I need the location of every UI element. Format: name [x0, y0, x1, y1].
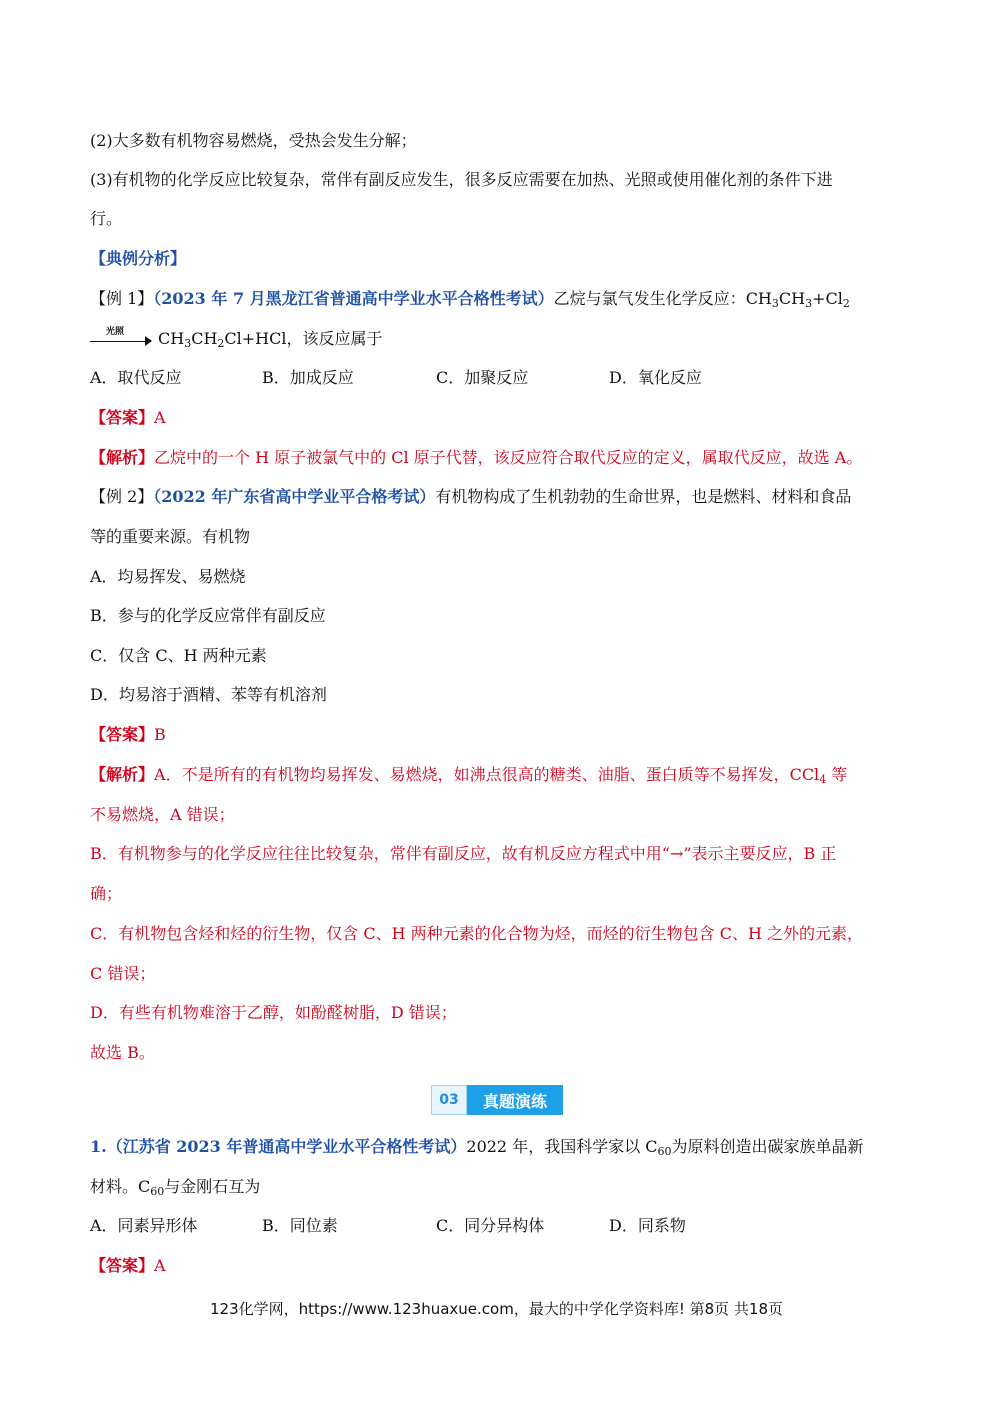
- question1-option-b: B．同位素: [262, 1216, 338, 1235]
- example2-option-c: C．仅含 C、H 两种元素: [90, 646, 267, 665]
- section-badge: [431, 1085, 563, 1115]
- example1-stem-line2: [90, 328, 383, 350]
- example2-conclusion: 故选 B。: [90, 1043, 155, 1062]
- example2-analysis-c-line1: C．有机物包含烃和烃的衍生物，仅含 C、H 两种元素的化合物为烃，而烃的衍生物包含 C、H 之外的元素，: [90, 924, 863, 943]
- question1-label: 1.: [90, 1137, 107, 1156]
- example2-analysis-a-line2: 不易燃烧，A 错误；: [90, 805, 235, 824]
- example1-option-c: C．加聚反应: [436, 368, 529, 387]
- question1-source: （江苏省 2023 年普通高中学业水平合格性考试）: [106, 1137, 467, 1156]
- example1-option-a: A．取代反应: [90, 368, 182, 387]
- example2-analysis-a-line1: 【解析】A．不是所有的有机物均易挥发、易燃烧，如沸点很高的糖类、油脂、蛋白质等不易挥发，CCl$_4$ 等: [90, 765, 848, 786]
- arrow-condition: 光照: [106, 326, 125, 337]
- example2-analysis-b-line2: 确；: [90, 884, 123, 903]
- section-heading-examples: 【典例分析】: [90, 249, 187, 268]
- example2-answer: 【答案】B: [90, 725, 166, 744]
- intro-point-2: (2)大多数有机物容易燃烧，受热会发生分解；: [90, 131, 417, 150]
- example1-answer: 【答案】A: [90, 408, 166, 427]
- example2-stem-line2: 等的重要来源。有机物: [90, 527, 251, 546]
- section-badge-number: 03: [431, 1085, 467, 1115]
- example1-stem: 乙烷与氯气发生化学反应：: [553, 289, 746, 308]
- example1-option-b: B．加成反应: [262, 368, 354, 387]
- question1-answer: 【答案】A: [90, 1256, 166, 1275]
- example1-label: 【例 1】: [90, 289, 154, 308]
- intro-point-3-line2: 行。: [90, 209, 123, 228]
- page-footer: 123化学网，https://www.123huaxue.com，最大的中学化学资料库! 第8页 共18页: [209, 1300, 784, 1318]
- example1-product: $CH_3CH_2Cl+HCl$，该反应属于: [158, 329, 383, 350]
- example1-option-d: D．氧化反应: [609, 368, 702, 387]
- question1-option-d: D．同系物: [609, 1216, 686, 1235]
- section-badge-title: 真题演练: [467, 1085, 563, 1115]
- example1-source: （2023 年 7 月黑龙江省普通高中学业水平合格性考试）: [153, 289, 554, 308]
- example2-option-b: B．参与的化学反应常伴有副反应: [90, 606, 326, 625]
- example2-option-d: D．均易溶于酒精、苯等有机溶剂: [90, 685, 327, 704]
- question1-option-c: C．同分异构体: [436, 1216, 545, 1235]
- question1-option-a: A．同素异形体: [90, 1216, 198, 1235]
- example2-stem-line1: 【例 2】（2022 年广东省高中学业平合格考试）有机物构成了生机勃勃的生命世界，也是燃料、材料和食品: [90, 487, 852, 506]
- reaction-arrow-icon: [90, 326, 152, 347]
- example2-option-a: A．均易挥发、易燃烧: [90, 567, 246, 586]
- example1-analysis: 【解析】乙烷中的一个 H 原子被氯气中的 Cl 原子代替，该反应符合取代反应的定义，属取代反应，故选 A。: [90, 448, 863, 467]
- example2-analysis-b-line1: B．有机物参与的化学反应往往比较复杂，常伴有副反应，故有机反应方程式中用“→”表示主要反应，B 正: [90, 844, 837, 863]
- example2-analysis-c-line2: C 错误；: [90, 964, 156, 983]
- question1-stem-line1: 1.（江苏省 2023 年普通高中学业水平合格性考试）2022 年，我国科学家以 $C_{60}$为原料创造出碳家族单晶新: [90, 1137, 864, 1158]
- question1-stem-line2: 材料。$C_{60}$与金刚石互为: [90, 1177, 261, 1198]
- example2-source: （2022 年广东省高中学业平合格考试）: [153, 487, 436, 506]
- example2-label: 【例 2】: [90, 487, 154, 506]
- example1-stem-line1: [90, 288, 850, 310]
- intro-point-3-line1: (3)有机物的化学反应比较复杂，常伴有副反应发生，很多反应需要在加热、光照或使用催化剂的条件下进: [90, 170, 833, 189]
- example1-reactant: $CH_3CH_3+Cl_2$: [745, 289, 850, 310]
- example2-analysis-d: D．有些有机物难溶于乙醇，如酚醛树脂，D 错误；: [90, 1003, 457, 1022]
